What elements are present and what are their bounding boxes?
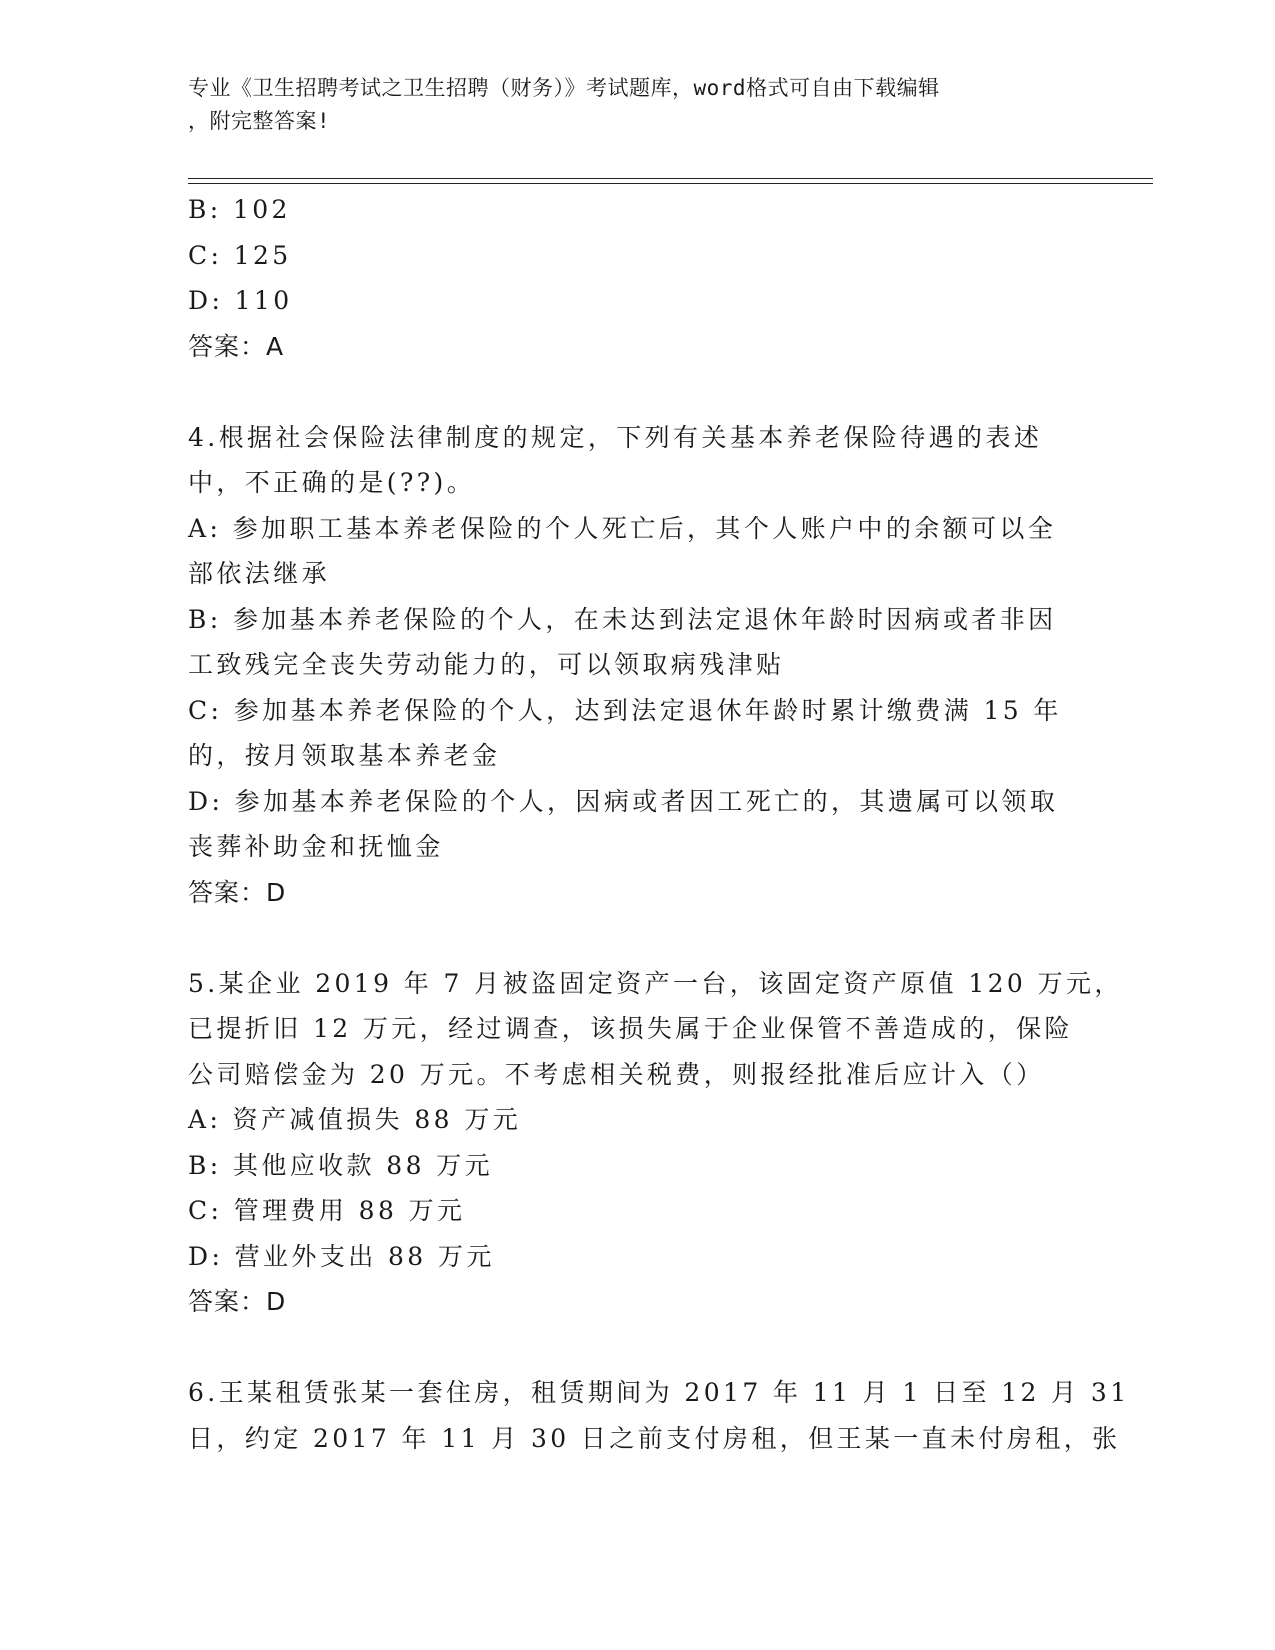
question-4-option-b-line-1: B: 参加基本养老保险的个人，在未达到法定退休年龄时因病或者非因 xyxy=(188,604,1057,634)
document-body xyxy=(188,187,1130,1461)
question-4-option-d-line-1: D: 参加基本养老保险的个人，因病或者因工死亡的，其遗属可以领取 xyxy=(188,786,1059,816)
question-4-option-b-line-2: 工致残完全丧失劳动能力的，可以领取病残津贴 xyxy=(188,650,785,679)
header-divider-bottom xyxy=(188,183,1153,184)
document-header xyxy=(188,72,1068,138)
question-4-option-a-line-2: 部依法继承 xyxy=(188,559,331,588)
question-4-option-c-line-1: C: 参加基本养老保险的个人，达到法定退休年龄时累计缴费满 15 年 xyxy=(188,695,1062,725)
question-5-option-d: D: 营业外支出 88 万元 xyxy=(188,1241,495,1271)
question-4-option-a-line-1: A: 参加职工基本养老保险的个人死亡后，其个人账户中的余额可以全 xyxy=(188,513,1057,543)
question-3-option-b: B: 102 xyxy=(188,195,291,224)
header-title-line-2: ，附完整答案! xyxy=(188,109,331,133)
question-4 xyxy=(188,415,1088,916)
question-3-option-c: C: 125 xyxy=(188,240,292,270)
question-5-option-a: A: 资产减值损失 88 万元 xyxy=(188,1105,522,1134)
spacer xyxy=(188,369,1088,415)
question-5-option-c: C: 管理费用 88 万元 xyxy=(188,1196,466,1225)
question-5-stem-line-2: 已提折旧 12 万元，经过调查，该损失属于企业保管不善造成的，保险 xyxy=(188,1014,1073,1043)
question-3-continued xyxy=(188,187,1088,369)
question-5-stem-line-1: 5.某企业 2019 年 7 月被盗固定资产一台，该固定资产原值 120 万元， xyxy=(188,968,1123,998)
question-6 xyxy=(188,1370,1130,1461)
question-3-answer: 答案：A xyxy=(188,331,285,361)
question-4-stem-line-1: 4.根据社会保险法律制度的规定，下列有关基本养老保险待遇的表述 xyxy=(188,422,1043,452)
question-6-stem-line-2: 日，约定 2017 年 11 月 30 日之前支付房租，但王某一直未付房租，张 xyxy=(188,1423,1121,1453)
question-5-option-b: B: 其他应收款 88 万元 xyxy=(188,1150,494,1180)
question-3-option-d: D: 110 xyxy=(188,286,293,315)
header-divider-top xyxy=(188,178,1153,179)
spacer xyxy=(188,915,1088,961)
question-4-option-d-line-2: 丧葬补助金和抚恤金 xyxy=(188,832,444,861)
spacer xyxy=(188,1325,1088,1371)
question-5-stem-line-3: 公司赔偿金为 20 万元。不考虑相关税费，则报经批准后应计入（） xyxy=(188,1059,1045,1089)
question-5 xyxy=(188,961,1123,1325)
question-4-answer: 答案：D xyxy=(188,877,287,907)
question-4-option-c-line-2: 的，按月领取基本养老金 xyxy=(188,741,501,770)
question-5-answer: 答案：D xyxy=(188,1287,287,1316)
question-6-stem-line-1: 6.王某租赁张某一套住房，租赁期间为 2017 年 11 月 1 日至 12 月 31 xyxy=(188,1378,1130,1407)
header-title-line-1: 专业《卫生招聘考试之卫生招聘（财务）》考试题库，word格式可自由下载编辑 xyxy=(188,76,940,100)
question-4-stem-line-2: 中，不正确的是(??)。 xyxy=(188,468,476,497)
